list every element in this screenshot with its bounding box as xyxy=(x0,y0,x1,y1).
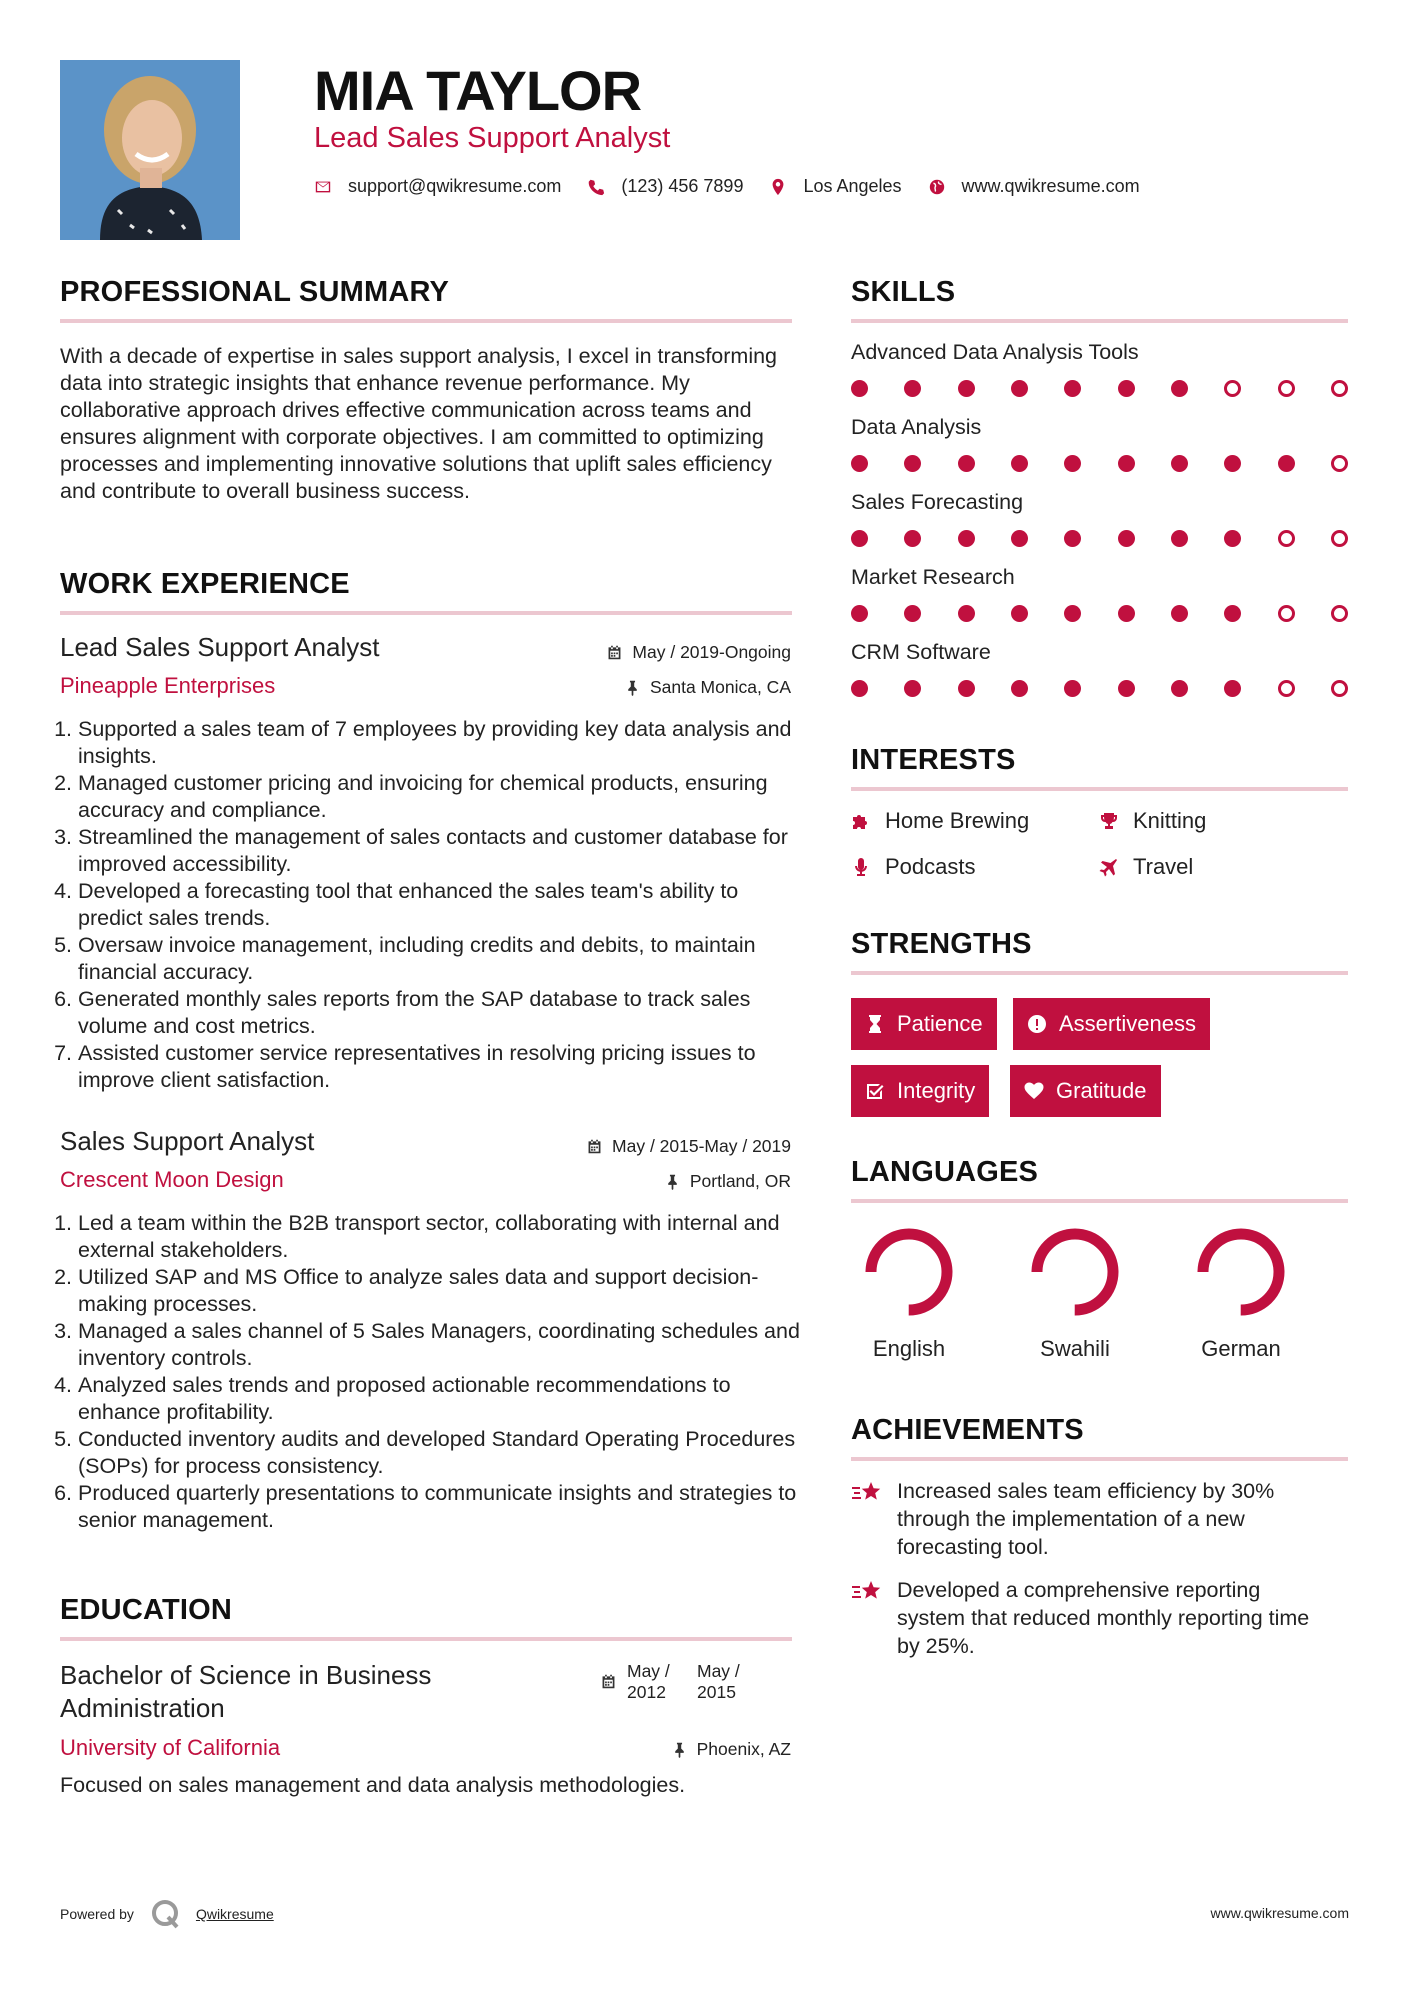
pushpin-icon xyxy=(624,679,641,696)
education-description: Focused on sales management and data analysis methodologies. xyxy=(60,1773,686,1797)
job-location: Portland, OR xyxy=(664,1171,791,1192)
footer-url[interactable]: www.qwikresume.com xyxy=(1210,1905,1349,1921)
skill-name: Data Analysis xyxy=(851,415,982,439)
language-item xyxy=(844,1222,974,1362)
rating-dot-filled xyxy=(851,680,868,697)
rating-dot-filled xyxy=(1224,530,1241,547)
exclamation-icon xyxy=(1027,1014,1047,1034)
list-item: 7. Assisted customer service representatives in resolving pricing issues to improve client satisfaction. xyxy=(78,1040,800,1094)
rating-dot-filled xyxy=(1118,530,1135,547)
contact-bar xyxy=(314,176,1166,197)
skills-heading: SKILLS xyxy=(851,276,956,308)
rating-dot-filled xyxy=(1171,605,1188,622)
rating-dot-filled xyxy=(1118,455,1135,472)
summary-divider xyxy=(60,319,792,323)
achievements-divider xyxy=(851,1457,1348,1461)
list-item: 2. Utilized SAP and MS Office to analyze sales data and support decision-making processes. xyxy=(78,1264,800,1318)
rating-dot-filled xyxy=(1171,455,1188,472)
rating-dot-filled xyxy=(958,380,975,397)
education-dates xyxy=(600,1661,740,1703)
list-item: 4. Analyzed sales trends and proposed actionable recommendations to enhance profitability. xyxy=(78,1372,800,1426)
languages-divider xyxy=(851,1199,1348,1203)
rating-dot-empty xyxy=(1224,380,1241,397)
list-item: 2. Managed customer pricing and invoicing for chemical products, ensuring accuracy and compliance. xyxy=(78,770,800,824)
language-item xyxy=(1176,1222,1306,1362)
strengths-divider xyxy=(851,971,1348,975)
skill-rating xyxy=(851,455,1348,472)
language-level-arc xyxy=(871,1234,947,1310)
powered-by-label: Powered by xyxy=(60,1906,134,1922)
pushpin-icon xyxy=(664,1173,681,1190)
job-location: Santa Monica, CA xyxy=(624,677,791,698)
calendar-icon xyxy=(600,1673,617,1690)
rating-dot-filled xyxy=(1224,455,1241,472)
list-item: 3. Managed a sales channel of 5 Sales Managers, coordinating schedules and inventory controls. xyxy=(78,1318,800,1372)
rating-dot-empty xyxy=(1331,680,1348,697)
rating-dot-filled xyxy=(1064,380,1081,397)
rating-dot-filled xyxy=(1011,605,1028,622)
skill-rating xyxy=(851,380,1348,397)
rating-dot-filled xyxy=(1118,605,1135,622)
job-duties-list xyxy=(60,1210,800,1534)
rating-dot-filled xyxy=(904,530,921,547)
rating-dot-filled xyxy=(1171,680,1188,697)
rating-dot-empty xyxy=(1278,380,1295,397)
check-square-icon xyxy=(865,1081,885,1101)
rating-dot-filled xyxy=(958,605,975,622)
rating-dot-filled xyxy=(1011,380,1028,397)
degree-title: Bachelor of Science in Business Administration xyxy=(60,1660,432,1723)
rating-dot-filled xyxy=(851,380,868,397)
language-level-ring xyxy=(859,1222,959,1322)
rating-dot-empty xyxy=(1331,530,1348,547)
skill-rating xyxy=(851,530,1348,547)
achievement-item: Developed a comprehensive reporting system that reduced monthly reporting time by 25%. xyxy=(851,1576,1321,1660)
strength-integrity: Integrity xyxy=(851,1065,989,1117)
candidate-name: MIA TAYLOR xyxy=(314,59,642,122)
strength-gratitude: Gratitude xyxy=(1010,1065,1161,1117)
school-name: University of California xyxy=(60,1735,281,1760)
interests-heading: INTERESTS xyxy=(851,744,1016,776)
rating-dot-empty xyxy=(1278,680,1295,697)
rating-dot-filled xyxy=(904,380,921,397)
achievement-item: Increased sales team efficiency by 30% through the implementation of a new forecasting tool. xyxy=(851,1477,1321,1561)
summary-text: With a decade of expertise in sales support analysis, I excel in transforming data into strategic insights that enhance revenue performance. My collaborative approach drives effective communication across teams and ensures alignment with corporate objectives. I am committed to optimizing processes and implementing innovative solutions that uplift sales efficiency and contribute to overall business success. xyxy=(60,344,778,503)
skill-name: Advanced Data Analysis Tools xyxy=(851,340,1139,364)
experience-heading: WORK EXPERIENCE xyxy=(60,568,350,600)
rating-dot-filled xyxy=(1064,530,1081,547)
pushpin-icon xyxy=(671,1741,688,1758)
strengths-heading: STRENGTHS xyxy=(851,928,1032,960)
language-item xyxy=(1010,1222,1140,1362)
education-divider xyxy=(60,1637,792,1641)
education-start-date: May / 2012 xyxy=(627,1661,670,1702)
job-dates: May / 2015-May / 2019 xyxy=(586,1136,791,1157)
interests-divider xyxy=(851,787,1348,791)
interest-knitting: Knitting xyxy=(1099,808,1206,834)
globe-icon xyxy=(928,178,946,196)
strength-assertiveness: Assertiveness xyxy=(1013,998,1210,1050)
strength-patience: Patience xyxy=(851,998,997,1050)
phone-icon xyxy=(587,178,605,196)
contact-phone[interactable] xyxy=(587,176,743,197)
rating-dot-empty xyxy=(1331,455,1348,472)
language-level-arc xyxy=(1037,1234,1113,1310)
list-item: 5. Conducted inventory audits and developed Standard Operating Procedures (SOPs) for process consistency. xyxy=(78,1426,800,1480)
language-level-ring xyxy=(1025,1222,1125,1322)
language-level-ring xyxy=(1191,1222,1291,1322)
list-item: 3. Streamlined the management of sales contacts and customer database for improved accessibility. xyxy=(78,824,800,878)
location-text: Los Angeles xyxy=(803,176,902,196)
interest-home-brewing: Home Brewing xyxy=(851,808,1029,834)
shooting-star-icon xyxy=(851,1578,883,1604)
heart-icon xyxy=(1024,1081,1044,1101)
experience-divider xyxy=(60,611,792,615)
map-pin-icon xyxy=(769,178,787,196)
rating-dot-filled xyxy=(958,530,975,547)
shooting-star-icon xyxy=(851,1479,883,1505)
job-company: Pineapple Enterprises xyxy=(60,673,276,698)
skill-name: Market Research xyxy=(851,565,1015,589)
qwikresume-link[interactable]: Qwikresume xyxy=(195,1906,274,1922)
skill-rating xyxy=(851,680,1348,697)
summary-heading: PROFESSIONAL SUMMARY xyxy=(60,276,450,308)
interest-travel: Travel xyxy=(1099,854,1193,880)
language-name: Swahili xyxy=(1040,1336,1110,1361)
rating-dot-filled xyxy=(1064,455,1081,472)
list-item: 1. Led a team within the B2B transport sector, collaborating with internal and external stakeholders. xyxy=(78,1210,800,1264)
education-end-date: May / 2015 xyxy=(697,1661,740,1702)
rating-dot-filled xyxy=(1171,380,1188,397)
list-item: 6. Generated monthly sales reports from the SAP database to track sales volume and cost metrics. xyxy=(78,986,800,1040)
language-name: English xyxy=(872,1336,946,1361)
calendar-icon xyxy=(586,1138,603,1155)
contact-email[interactable] xyxy=(314,176,561,197)
rating-dot-filled xyxy=(1064,680,1081,697)
rating-dot-filled xyxy=(1011,680,1028,697)
skills-divider xyxy=(851,319,1348,323)
rating-dot-filled xyxy=(1064,605,1081,622)
profile-photo xyxy=(60,60,240,240)
education-location: Phoenix, AZ xyxy=(671,1739,791,1760)
rating-dot-filled xyxy=(851,605,868,622)
puzzle-icon xyxy=(851,811,871,831)
job-duties-list xyxy=(60,716,800,1094)
rating-dot-filled xyxy=(904,605,921,622)
contact-website[interactable] xyxy=(928,176,1140,197)
rating-dot-filled xyxy=(851,455,868,472)
job-title: Lead Sales Support Analyst xyxy=(60,632,380,662)
skill-name: Sales Forecasting xyxy=(851,490,1024,514)
envelope-icon xyxy=(314,178,332,196)
list-item: 1. Supported a sales team of 7 employees by providing key data analysis and insights. xyxy=(78,716,800,770)
rating-dot-filled xyxy=(1278,455,1295,472)
trophy-icon xyxy=(1099,811,1119,831)
rating-dot-empty xyxy=(1331,380,1348,397)
rating-dot-filled xyxy=(1011,530,1028,547)
rating-dot-filled xyxy=(958,680,975,697)
job-company: Crescent Moon Design xyxy=(60,1167,284,1192)
job-dates: May / 2019-Ongoing xyxy=(606,642,791,663)
rating-dot-filled xyxy=(958,455,975,472)
hourglass-icon xyxy=(865,1014,885,1034)
rating-dot-empty xyxy=(1278,605,1295,622)
rating-dot-filled xyxy=(1118,380,1135,397)
languages-heading: LANGUAGES xyxy=(851,1156,1039,1188)
rating-dot-filled xyxy=(1224,680,1241,697)
rating-dot-filled xyxy=(851,530,868,547)
email-text: support@qwikresume.com xyxy=(348,176,562,196)
rating-dot-empty xyxy=(1278,530,1295,547)
rating-dot-filled xyxy=(1011,455,1028,472)
skill-rating xyxy=(851,605,1348,622)
calendar-icon xyxy=(606,644,623,661)
plane-icon xyxy=(1099,857,1119,877)
rating-dot-empty xyxy=(1331,605,1348,622)
website-text: www.qwikresume.com xyxy=(961,176,1140,196)
rating-dot-filled xyxy=(1224,605,1241,622)
skill-name: CRM Software xyxy=(851,640,991,664)
rating-dot-filled xyxy=(904,455,921,472)
rating-dot-filled xyxy=(1118,680,1135,697)
portrait-image xyxy=(60,60,240,240)
phone-text: (123) 456 7899 xyxy=(621,176,744,196)
list-item: 4. Developed a forecasting tool that enhanced the sales team's ability to predict sales trends. xyxy=(78,878,800,932)
list-item: 5. Oversaw invoice management, including credits and debits, to maintain financial accuracy. xyxy=(78,932,800,986)
achievements-heading: ACHIEVEMENTS xyxy=(851,1414,1084,1446)
footer-powered-by xyxy=(60,1898,274,1930)
language-level-arc xyxy=(1203,1234,1279,1310)
candidate-title: Lead Sales Support Analyst xyxy=(314,122,671,154)
interest-podcasts: Podcasts xyxy=(851,854,976,880)
language-name: German xyxy=(1201,1336,1281,1361)
list-item: 6. Produced quarterly presentations to communicate insights and strategies to senior management. xyxy=(78,1480,800,1534)
microphone-icon xyxy=(851,857,871,877)
contact-location xyxy=(769,176,901,197)
rating-dot-filled xyxy=(904,680,921,697)
job-title: Sales Support Analyst xyxy=(60,1126,315,1156)
education-heading: EDUCATION xyxy=(60,1594,233,1626)
rating-dot-filled xyxy=(1171,530,1188,547)
qwikresume-logo-icon xyxy=(150,1898,182,1930)
